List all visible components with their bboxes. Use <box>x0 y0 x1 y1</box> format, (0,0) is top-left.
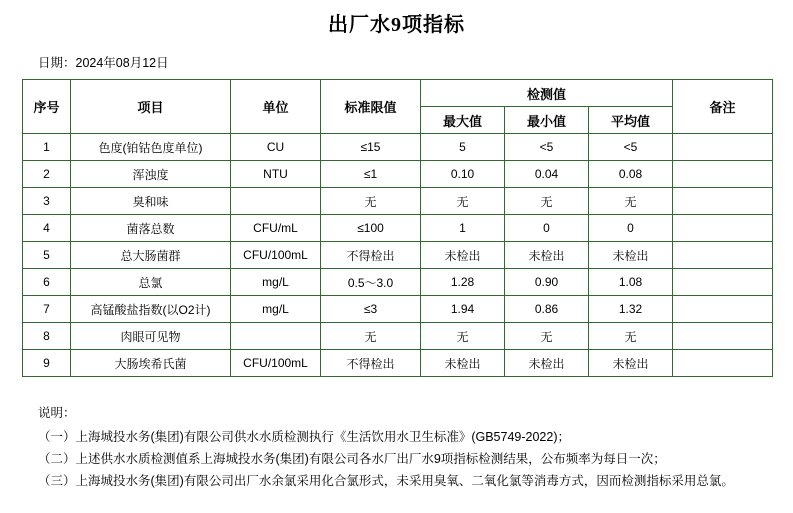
table-row <box>23 134 773 161</box>
cell-limit: ≤100 <box>321 215 421 242</box>
cell-note <box>673 188 773 215</box>
cell-item: 总氯 <box>71 269 231 296</box>
cell-unit: CFU/100mL <box>231 350 321 377</box>
cell-min: 0.04 <box>505 161 589 188</box>
report-date: 日期：2024年08月12日 <box>38 56 169 70</box>
page-title: 出厂水9项指标 <box>328 14 465 36</box>
cell-limit: 0.5～3.0 <box>321 269 421 296</box>
cell-max: 1.94 <box>421 296 505 323</box>
cell-note <box>673 215 773 242</box>
cell-no: 9 <box>23 350 71 377</box>
cell-no: 3 <box>23 188 71 215</box>
cell-item: 菌落总数 <box>71 215 231 242</box>
cell-item: 大肠埃希氏菌 <box>71 350 231 377</box>
cell-item: 高锰酸盐指数(以O2计) <box>71 296 231 323</box>
table-row <box>23 215 773 242</box>
cell-avg: 0.08 <box>589 161 673 188</box>
cell-note <box>673 134 773 161</box>
cell-unit: mg/L <box>231 296 321 323</box>
cell-limit: ≤1 <box>321 161 421 188</box>
table-header <box>23 80 773 134</box>
cell-avg: 无 <box>589 188 673 215</box>
note-line-2: （二）上述供水水质检测值系上海城投水务(集团)有限公司各水厂出厂水9项指标检测结果，公布频率为每日一次； <box>38 451 666 466</box>
cell-avg: 0 <box>589 215 673 242</box>
table-row <box>23 242 773 269</box>
cell-item: 肉眼可见物 <box>71 323 231 350</box>
cell-limit: ≤3 <box>321 296 421 323</box>
cell-min: 0 <box>505 215 589 242</box>
cell-avg: 未检出 <box>589 350 673 377</box>
cell-unit: mg/L <box>231 269 321 296</box>
header-avg: 平均值 <box>589 107 673 134</box>
cell-max: 5 <box>421 134 505 161</box>
cell-no: 1 <box>23 134 71 161</box>
cell-avg: 1.32 <box>589 296 673 323</box>
cell-min: <5 <box>505 134 589 161</box>
cell-max: 0.10 <box>421 161 505 188</box>
header-unit: 单位 <box>231 80 321 134</box>
cell-unit <box>231 188 321 215</box>
table-row <box>23 269 773 296</box>
cell-max: 无 <box>421 188 505 215</box>
cell-min: 0.90 <box>505 269 589 296</box>
cell-max: 未检出 <box>421 242 505 269</box>
header-note: 备注 <box>673 80 773 134</box>
cell-min: 无 <box>505 323 589 350</box>
cell-note <box>673 350 773 377</box>
water-quality-table <box>22 79 773 377</box>
cell-avg: <5 <box>589 134 673 161</box>
table-row <box>23 188 773 215</box>
cell-unit: CFU/mL <box>231 215 321 242</box>
cell-avg: 未检出 <box>589 242 673 269</box>
header-measured: 检测值 <box>421 80 673 107</box>
cell-min: 未检出 <box>505 242 589 269</box>
cell-no: 2 <box>23 161 71 188</box>
cell-unit: CFU/100mL <box>231 242 321 269</box>
table-row <box>23 350 773 377</box>
cell-unit: CU <box>231 134 321 161</box>
header-no: 序号 <box>23 80 71 134</box>
cell-avg: 无 <box>589 323 673 350</box>
cell-avg: 1.08 <box>589 269 673 296</box>
table-row <box>23 323 773 350</box>
header-min: 最小值 <box>505 107 589 134</box>
cell-item: 浑浊度 <box>71 161 231 188</box>
cell-note <box>673 161 773 188</box>
cell-note <box>673 242 773 269</box>
cell-item: 总大肠菌群 <box>71 242 231 269</box>
note-line-3: （三）上海城投水务(集团)有限公司出厂水余氯采用化合氯形式，未采用臭氧、二氧化氯等消毒方式，因而检测指标采用总氯。 <box>38 473 734 488</box>
note-line-1: （一）上海城投水务(集团)有限公司供水水质检测执行《生活饮用水卫生标准》(GB5749-2022)； <box>38 429 570 444</box>
table-body <box>23 134 773 377</box>
cell-note <box>673 323 773 350</box>
cell-unit: NTU <box>231 161 321 188</box>
cell-item: 色度(铂钴色度单位) <box>71 134 231 161</box>
header-limit: 标准限值 <box>321 80 421 134</box>
notes-section <box>38 403 793 493</box>
cell-no: 5 <box>23 242 71 269</box>
cell-no: 6 <box>23 269 71 296</box>
cell-no: 4 <box>23 215 71 242</box>
cell-limit: ≤15 <box>321 134 421 161</box>
cell-limit: 无 <box>321 188 421 215</box>
table-header-row-1 <box>23 80 773 107</box>
cell-max: 1 <box>421 215 505 242</box>
cell-no: 8 <box>23 323 71 350</box>
table-row <box>23 161 773 188</box>
cell-note <box>673 269 773 296</box>
cell-max: 1.28 <box>421 269 505 296</box>
notes-heading: 说明： <box>38 406 76 420</box>
cell-unit <box>231 323 321 350</box>
cell-note <box>673 296 773 323</box>
cell-min: 未检出 <box>505 350 589 377</box>
cell-max: 未检出 <box>421 350 505 377</box>
header-max: 最大值 <box>421 107 505 134</box>
cell-min: 0.86 <box>505 296 589 323</box>
table-row <box>23 296 773 323</box>
cell-limit: 无 <box>321 323 421 350</box>
cell-limit: 不得检出 <box>321 350 421 377</box>
header-item: 项目 <box>71 80 231 134</box>
cell-min: 无 <box>505 188 589 215</box>
cell-max: 无 <box>421 323 505 350</box>
cell-no: 7 <box>23 296 71 323</box>
cell-item: 臭和味 <box>71 188 231 215</box>
cell-limit: 不得检出 <box>321 242 421 269</box>
